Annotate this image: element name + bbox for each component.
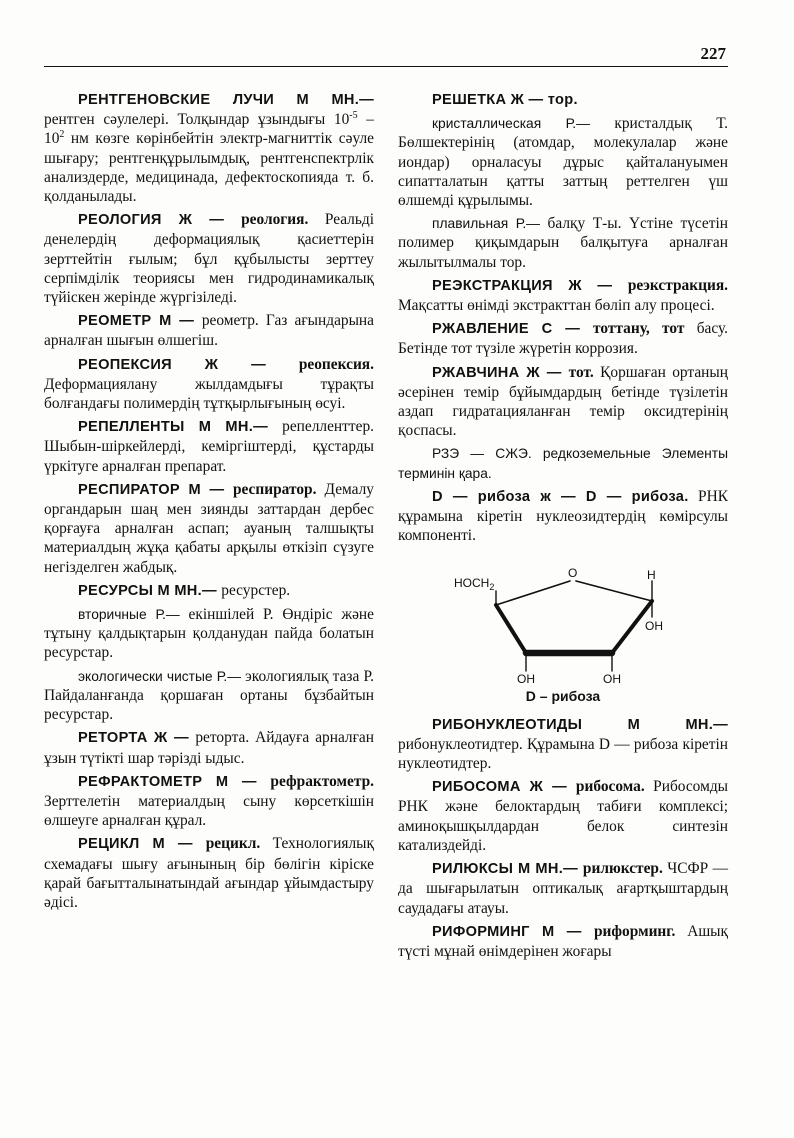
entry-riforming: РИФОРМИНГ М — риформинг. Ашық түсті мұнай өнімдерінен жоғары [398,922,728,960]
entry-term: РИФОРМИНГ М — [432,923,594,940]
entry-term: РЗЭ — СЖЭ. [432,446,543,462]
right-column [398,90,728,965]
h-label: H [647,568,656,583]
entry-rze: РЗЭ — СЖЭ. редкоземельные Элементы терминін қара. [398,446,728,481]
ring-bond [576,581,652,601]
entry-riboza: D — рибоза ж — D — рибоза. РНК құрамына кіретін нуклеозидтердің көмірсулы компоненті. [398,487,728,545]
page-number: 227 [700,44,726,63]
entry-reometr: РЕОМЕТР М — реометр. Газ ағындарына арналған шығын өлшегіш. [44,312,374,350]
oh-label: OH [517,672,535,684]
subentry-kristallicheskaya: кристаллическая Р.— кристалдық Т. Бөлшектерінің (атомдар, молекулалар және иондар) орналасуы дұрыс қайталануымен сипатталатын қатты заттың реттелген үш өлшемді құрылымы. [398,115,728,210]
entry-ribosoma: РИБОСОМА Ж — рибосома. Рибосомды РНК және белоктардың табиғи комплексі; аминоқышқылдардан белок синтезін катализдейді. [398,778,728,854]
entry-resursy: РЕСУРСЫ М МН.— ресурстер. [78,581,291,599]
entry-refraktometr: РЕФРАКТОМЕТР М — рефрактометр. Зерттелетін материалдың сыну көрсеткішін өлшеуге арналған құрал. [44,772,374,830]
entry-respirator: РЕСПИРАТОР М — респиратор. Демалу органдарын шаң мен зиянды заттардан дербес қорғауға арналған аспап; ауаның талшықты материалдың жұқа қабаты арқылы өткізіп сүзуге негізделген жабдық. [44,480,374,576]
ring-bond-bold [496,605,526,653]
entry-rentgen: РЕНТГЕНОВСКИЕ ЛУЧИ М МН.— рентген сәулелері. Толқындар ұзындығы $10^{-5} - 10^2$ нм көзге көрінбейтін электр-магниттік сәуле шығару; рентгенқұрылымдық, рентгенспектрлік анализдерде, медицинада, дефектоскопияда т. б. қолданылады. [44,92,374,206]
entry-term: РЕПЕЛЛЕНТЫ М МН.— [78,419,283,436]
entry-term: РЕСУРСЫ М МН.— [78,582,222,599]
entry-term: РЕОЛОГИЯ Ж — [78,212,242,229]
entry-reekstraktsiya: РЕЭКСТРАКЦИЯ Ж — реэкстракция. Мақсатты өнімді экстракттан бөліп алу процесі. [398,276,728,315]
figure-caption: D – рибоза [525,688,601,705]
entry-term: РЖАВЧИНА Ж — [432,364,569,381]
entry-term: РЕНТГЕНОВСКИЕ ЛУЧИ М МН.— [78,92,374,108]
entry-term: РИБОСОМА Ж — [432,779,576,796]
entry-retsikl: РЕЦИКЛ М — рецикл. Технологиялық схемадағы шығу ағынының бір бөлігін кіріске қарай бағытталынатындай ағындар ұйымдастыру әдісі. [44,835,374,911]
entry-term: РЕСПИРАТОР М — [78,481,233,498]
ring-bond [496,581,570,605]
entry-term: РИБОНУКЛЕОТИДЫ М МН.— [432,716,728,733]
entry-term: РЕЭКСТРАКЦИЯ Ж — [432,277,628,294]
entry-rilyuksy: РИЛЮКСЫ М МН.— рилюкстер. ЧСФР — да шығарылатын оптикалық ағартқыштардың саудадағы атауы. [398,860,729,917]
entry-term: РЖАВЛЕНИЕ С — [432,321,593,338]
entry-term: РЕОМЕТР М — [78,313,202,330]
entry-repellenty: РЕПЕЛЛЕНТЫ М МН.— репелленттер. Шыбын-шіркейлерді, кеміргіштерді, құстарды үркітуге арналған препарат. [44,418,374,475]
entry-rzhavlenie: РЖАВЛЕНИЕ С — тоттану, тот басу. Бетінде тот түзіле жүретін коррозия. [398,320,728,358]
entry-reologiya: РЕОЛОГИЯ Ж — реология. Реальді денелердің деформациялық қасиеттерін зерттейтін ғылым; бұл құбылысты зерттеу серпімділік теориясы мен гидродинамикалық түйіскен жерінде жүргізіледі. [44,211,374,307]
left-column [44,90,374,916]
entry-ribonukleotidy: РИБОНУКЛЕОТИДЫ М МН.— рибонуклеотидтер. Құрамына D — рибоза кіретін нуклеотидтер. [398,716,728,773]
entry-term: D — рибоза ж — D — рибоза. [432,488,689,505]
header-rule [44,66,728,67]
subentry-vtorichnye: вторичные Р.— екіншілей Р. Өндіріс және тұтыну қалдықтарын қолданудан пайда болатын ресурстар. [44,606,374,662]
ribose-structure-figure [398,553,728,683]
entry-reopeksiya: РЕОПЕКСИЯ Ж — реопексия. Деформациялану жылдамдығы тұрақты болғандағы полимердің тұтқырлығының өсуі. [44,355,374,413]
entry-term: РЕТОРТА Ж — [78,730,196,747]
entry-term: РЕОПЕКСИЯ Ж — [78,356,299,373]
entry-reshetka [398,90,728,110]
entry-rzhavchina: РЖАВЧИНА Ж — тот. Қоршаған ортаның әсерінен темір бұйымдардың бетінде түзілетін аздап гидратацияланған темір оксидтерінің қоспасы. [398,363,728,440]
ring-oxygen-label: O [568,566,578,581]
oh-label: OH [603,672,621,684]
entry-term: РЕЦИКЛ М — [78,836,206,853]
ribose-ring-diagram [398,553,728,683]
entry-retorta: РЕТОРТА Ж — реторта. Айдауға арналған ұзын түтікті шар тәрізді ыдыс. [44,729,374,767]
subentry-plavilnaya: плавильная Р.— балқу Т-ы. Үстіне түсетін полимер қиқымдарын балқытуға арналған жылытылмалы тор. [398,215,729,271]
hoch2-label: $HOCH_2$ [454,576,495,593]
subentry-ekologicheski: экологически чистые Р.— экологиялық таза Р. Пайдаланғанда қоршаған ортаны бұзбайтын ресурстар. [44,667,374,724]
oh-label: OH [645,619,663,634]
entry-term: РИЛЮКСЫ М МН.— [432,861,583,878]
entry-term: РЕШЕТКА Ж — тор. [432,92,578,108]
entry-term: РЕФРАКТОМЕТР М — [78,773,271,790]
